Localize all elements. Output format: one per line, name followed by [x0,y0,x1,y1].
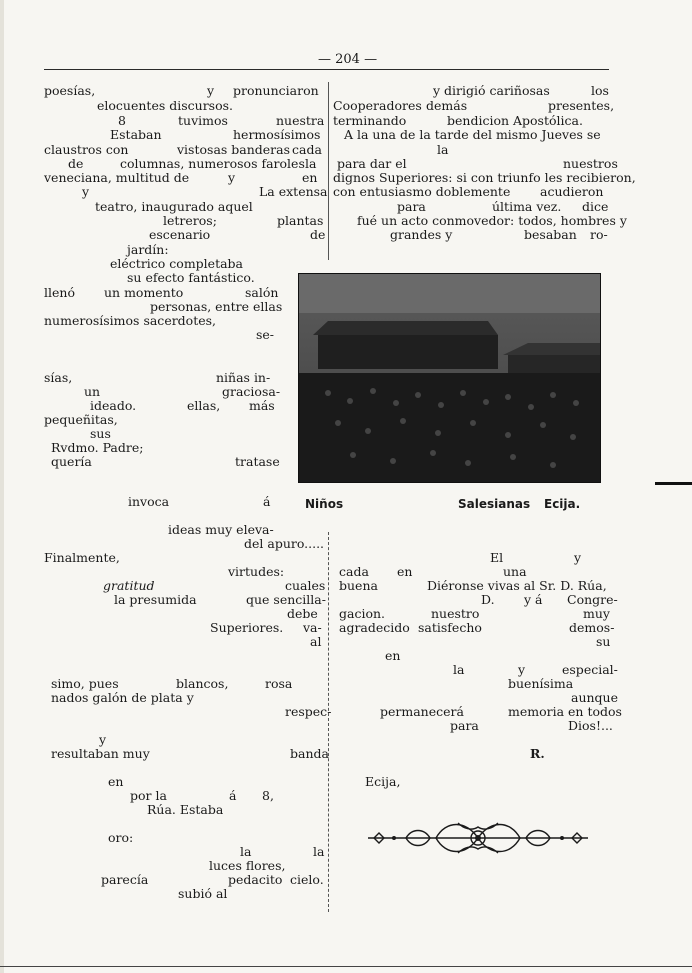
text-line: del apuro..... [244,536,325,551]
text-line: y [574,550,582,565]
margin-mark [655,482,692,485]
text-line: para [450,718,479,733]
text-line: gratitud [103,578,155,593]
text-line: á [263,494,271,509]
text-line: su efecto fantástico. [127,270,255,285]
text-line: elocuentes discursos. [97,98,233,113]
text-line: salón [245,285,279,300]
text-line: ellas, [187,398,221,413]
text-line: luces flores, [209,858,286,873]
photo-scene [298,273,601,483]
photo-caption-part: Ecija. [544,497,581,511]
text-line: pronunciaron [233,83,319,98]
text-line: niñas in- [216,370,271,385]
text-line: tratase [235,454,280,469]
text-line: subió al [178,886,228,901]
text-line: en [385,648,401,663]
text-line: debe [287,606,318,621]
text-line: invoca [128,494,170,509]
text-line: y [207,83,215,98]
text-line: Cooperadores [333,98,422,113]
text-line: personas, entre ellas [150,299,283,314]
text-line: besaban [524,227,577,242]
text-line: ideas muy eleva- [168,522,274,537]
text-line: vistosas banderas [177,142,291,157]
text-line: va- [303,620,322,635]
text-line: Estaban [110,127,162,142]
text-line: pequeñitas, [44,412,118,427]
text-line: la [240,844,252,859]
text-line: quería [51,454,92,469]
text-line: en [302,170,318,185]
text-line: columnas, numerosos faroles [120,156,305,171]
text-line: la [437,142,449,157]
text-line: jardín: [127,242,169,257]
text-line: poesías, [44,83,96,98]
text-line: la presumida [114,592,197,607]
text-line: veneciana, multitud de [44,170,190,185]
text-line: y [82,184,90,199]
text-line: escenario [149,227,211,242]
text-line: resultaban muy [51,746,150,761]
text-line: que sencilla- [246,592,326,607]
text-line: rosa [265,676,293,691]
text-line: aunque [571,690,619,705]
text-line: más [249,398,275,413]
text-line: la [313,844,325,859]
text-line: banda [290,746,329,761]
text-line: demos- [569,620,615,635]
text-line: Rvdmo. Padre; [51,440,144,455]
text-line: una [503,564,527,579]
photo-caption-part: Salesianas [458,497,531,511]
text-line: demás [426,98,468,113]
text-line: 8 [118,113,126,128]
text-line: virtudes: [228,564,285,579]
text-line: Rúa. Estaba [147,802,224,817]
text-line: teatro, inaugurado aquel [95,199,253,214]
text-line: fué un acto conmovedor: todos, hombres y [357,213,627,228]
text-line: la [305,156,317,171]
text-line: numerosísimos sacerdotes, [44,313,217,328]
text-line: La extensa [259,184,328,199]
text-line: y dirigió cariñosas [433,83,550,98]
page-number: — 204 — [318,52,378,67]
text-line: y [99,732,107,747]
photograph-children [298,273,601,483]
text-line: para dar el [337,156,407,171]
text-line: terminando [333,113,407,128]
text-line: al [310,634,322,649]
text-line: cielo. [290,872,324,887]
text-line: muy [583,606,610,621]
text-line: ro- [590,227,608,242]
text-line: de [310,227,326,242]
text-line: acudieron [540,184,604,199]
text-line: de [68,156,84,171]
text-line: para [397,199,426,214]
text-line: Finalmente, [44,550,120,565]
text-line: cada [292,142,322,157]
text-line: dice [582,199,609,214]
text-line: su [596,634,611,649]
page-edge [0,0,4,973]
photo-caption-part: Niños [305,497,344,511]
text-line: nuestro [431,606,480,621]
text-line: memoria en todos [508,704,622,719]
text-line: por la [130,788,167,803]
ornamental-divider [366,815,590,865]
text-line: última vez. [492,199,562,214]
text-line: y [228,170,236,185]
text-line: plantas [277,213,324,228]
text-line: simo, pues [51,676,119,691]
text-line: en [397,564,413,579]
page-bottom-edge [0,966,692,967]
column-divider-top [328,82,329,260]
text-line: presentes, [548,98,615,113]
text-line: ideado. [90,398,137,413]
column-divider-bottom [328,532,329,912]
text-line: hermosísimos [233,127,321,142]
text-line: eléctrico completaba [110,256,243,271]
text-line: los [591,83,609,98]
text-line: tuvimos [178,113,228,128]
text-line: A la una de la tarde del mismo Jueves se [344,127,601,142]
text-line: en [108,774,124,789]
text-line: permanecerá [380,704,464,719]
text-line: gacion. [339,606,386,621]
text-line: respec- [285,704,332,719]
text-line: nuestros [563,156,618,171]
text-line: letreros; [163,213,217,228]
text-line: satisfecho [418,620,482,635]
text-line: pedacito [228,872,283,887]
text-line: buenísima [508,676,574,691]
text-line: un [84,384,101,399]
text-line: cada [339,564,369,579]
text-line: dignos Superiores: si con triunfo les recibieron, [333,170,636,185]
text-line: El [490,550,504,565]
place-line: Ecija, [365,774,401,789]
text-line: 8, [262,788,274,803]
text-line: Diéronse vivas al Sr. D. Rúa, [427,578,607,593]
text-line: parecía [101,872,149,887]
text-line: se- [256,327,275,342]
text-line: con entusiasmo doblemente [333,184,511,199]
text-line: oro: [108,830,134,845]
text-line: nados galón de plata y [51,690,194,705]
text-line: y [518,662,526,677]
text-line: un momento [104,285,184,300]
header-rule [44,69,609,70]
text-line: claustros con [44,142,129,157]
text-line: la [453,662,465,677]
text-line: bendicion Apostólica. [447,113,583,128]
signature-initial: R. [530,746,545,761]
text-line: grandes y [390,227,453,242]
text-line: buena [339,578,378,593]
text-line: á [229,788,237,803]
text-line: especial- [562,662,618,677]
text-line: llenó [44,285,75,300]
text-line: graciosa- [222,384,281,399]
text-line: Dios!... [568,718,613,733]
text-line: agradecido [339,620,410,635]
text-line: Superiores. [210,620,284,635]
text-line: D. [481,592,495,607]
text-line: nuestra [276,113,325,128]
text-line: Congre- [567,592,618,607]
text-line: y á [524,592,543,607]
text-line: sus [90,426,111,441]
text-line: blancos, [176,676,229,691]
text-line: cuales [285,578,326,593]
text-line: sías, [44,370,73,385]
